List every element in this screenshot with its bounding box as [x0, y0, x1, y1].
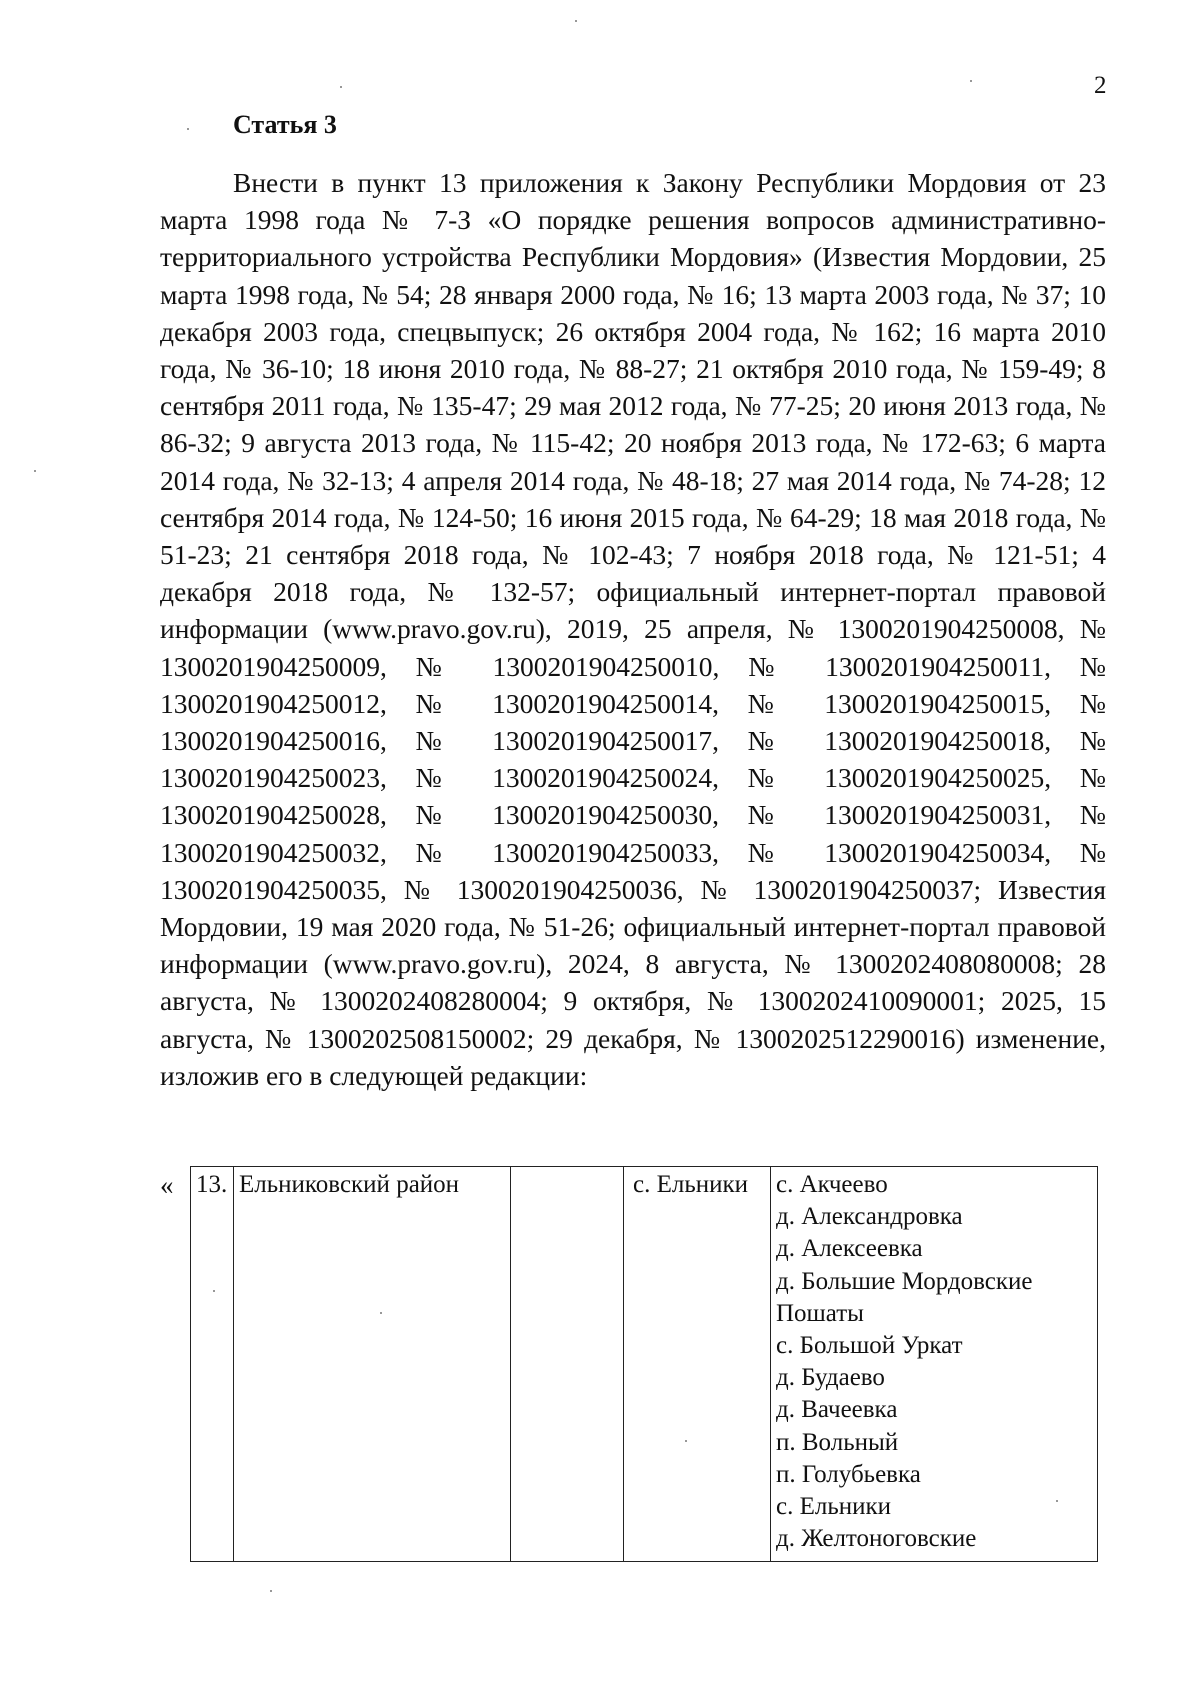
- table-row: [191, 1167, 1098, 1562]
- empty-cell: [511, 1167, 624, 1562]
- settlement-item: д. Алексеевка: [776, 1235, 923, 1263]
- settlement-item: с. Ельники: [776, 1493, 892, 1521]
- body-paragraph: Внести в пункт 13 приложения к Закону Республики Мордовия от 23 марта 1998 года № 7-З «О порядке решения вопросов административно-территориального устройства Республики Мордовия» (Известия Мордовии, 25 марта 1998 года, № 54; 28 января 2000 года, № 16; 13 марта 2003 года, № 37; 10 декабря 2003 года, спецвыпуск; 26 октября 2004 года, № 162; 16 марта 2010 года, № 36-10; 18 июня 2010 года, № 88-27; 21 октября 2010 года, № 159-49; 8 сентября 2011 года, № 135-47; 29 мая 2012 года, № 77-25; 20 июня 2013 года, № 86-32; 9 августа 2013 года, № 115-42; 20 ноября 2013 года, № 172-63; 6 марта 2014 года, № 32-13; 4 апреля 2014 года, № 48-18; 27 мая 2014 года, № 74-28; 12 сентября 2014 года, № 124-50; 16 июня 2015 года, № 64-29; 18 мая 2018 года, № 51-23; 21 сентября 2018 года, № 102-43; 7 ноября 2018 года, № 121-51; 4 декабря 2018 года, № 132-57; официальный интернет-портал правовой информации (www.pravo.gov.ru), 2019, 25 апреля, № 1300201904250008, № 1300201904250009, № 1300201904250010, № 1300201904250011, № 1300201904250012, № 1300201904250014, № 1300201904250015, № 1300201904250016, № 1300201904250017, № 1300201904250018, № 1300201904250023, № 1300201904250024, № 1300201904250025, № 1300201904250028, № 1300201904250030, № 1300201904250031, № 1300201904250032, № 1300201904250033, № 1300201904250034, № 1300201904250035, № 1300201904250036, № 1300201904250037; Известия Мордовии, 19 мая 2020 года, № 51-26; официальный интернет-портал правовой информации (www.pravo.gov.ru), 2024, 8 августа, № 1300202408080008; 28 августа, № 1300202408280004; 9 октября, № 1300202410090001; 2025, 15 августа, № 1300202508150002; 29 декабря, № 1300202512290016) изменение, изложив его в следующей редакции:: [160, 167, 1106, 1091]
- settlement-item: д. Желтоноговские: [776, 1525, 977, 1553]
- settlement-item: д. Вачеевка: [776, 1396, 898, 1424]
- territory-table: [190, 1166, 1098, 1562]
- district-cell: Ельниковский район: [234, 1167, 511, 1562]
- settlements-cell: [771, 1167, 1098, 1562]
- settlement-item: п. Голубьевка: [776, 1460, 921, 1488]
- scan-speck: [685, 1440, 687, 1442]
- scan-speck: [970, 80, 972, 82]
- scan-speck: [380, 1312, 382, 1314]
- item-number-cell: 13.: [191, 1167, 234, 1562]
- scan-speck: [213, 1290, 215, 1292]
- settlement-item: с. Большой Уркат: [776, 1332, 963, 1360]
- scan-speck: [340, 86, 342, 88]
- page-number: 2: [1094, 72, 1107, 99]
- settlement-item: д. Будаево: [776, 1364, 885, 1392]
- settlement-item: с. Акчеево: [776, 1171, 888, 1198]
- scan-speck: [34, 470, 36, 472]
- scan-speck: [1056, 1500, 1058, 1502]
- settlement-item: д. Александровка: [776, 1203, 963, 1231]
- scan-speck: [575, 20, 577, 22]
- settlement-item: д. Большие Мордовские: [776, 1267, 1033, 1295]
- scan-speck: [187, 128, 189, 130]
- opening-quote: «: [160, 1170, 174, 1200]
- settlement-item: Пошаты: [776, 1299, 864, 1327]
- settlement-item: п. Вольный: [776, 1428, 899, 1456]
- admin-center-cell: с. Ельники: [624, 1167, 771, 1562]
- article-heading: Статья 3: [233, 110, 337, 139]
- scan-speck: [270, 1590, 272, 1592]
